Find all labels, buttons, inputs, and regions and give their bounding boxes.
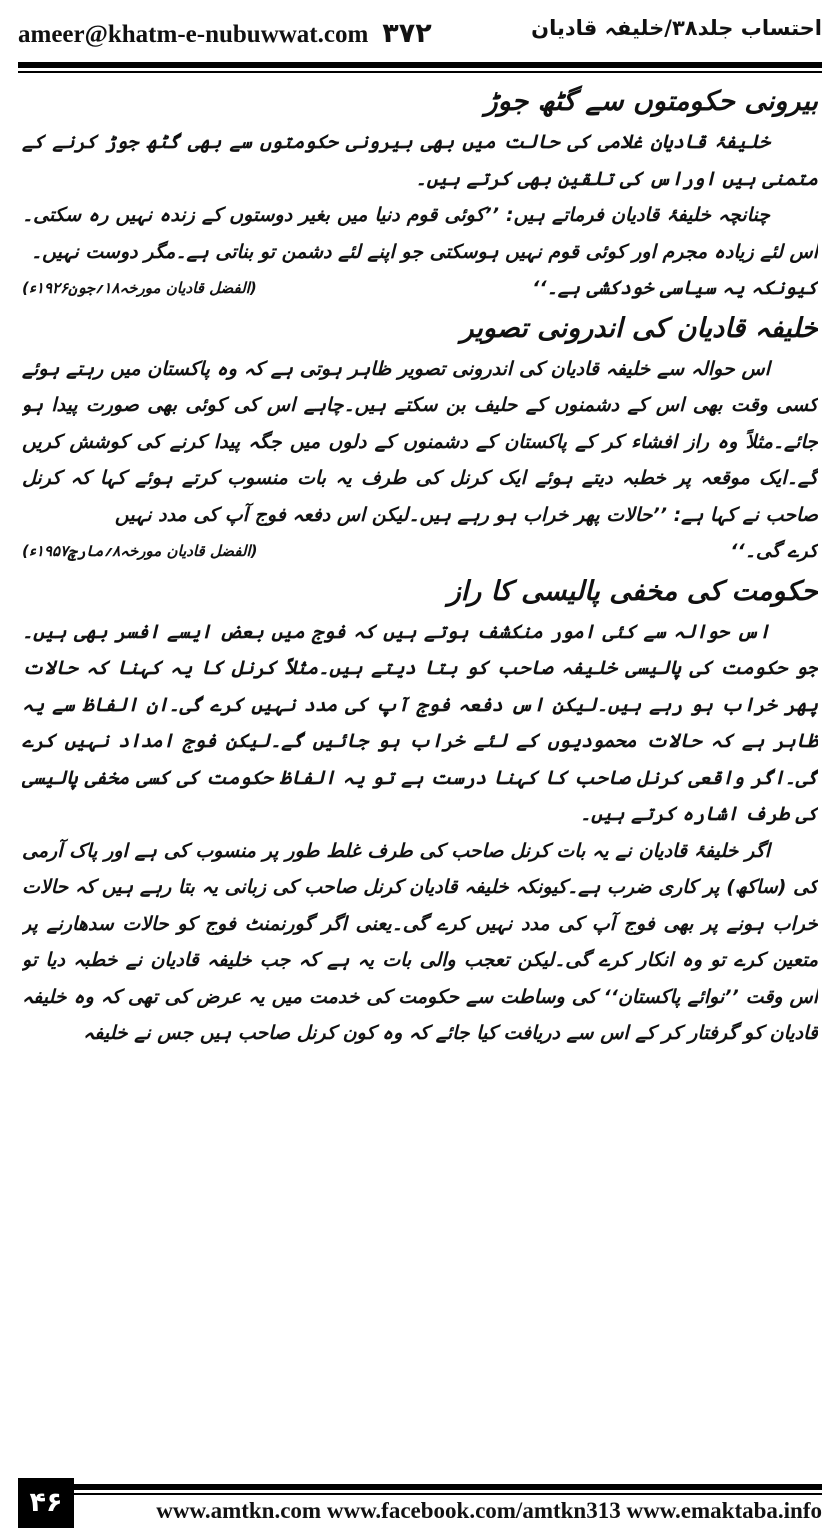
header-left [18, 18, 432, 49]
paragraph: خلیفۂ قادیان غلامی کی حالت میں بھی بیرونی حکومتوں سے بھی گٹھ جوڑ کرنے کے متمنی ہیں اوراس کی تلقین بھی کرتے ہیں۔ [22, 131, 818, 190]
footer-rule-thick [18, 1484, 822, 1490]
quote-end: کیونکہ یہ سیاسی خودکشی ہے۔‘‘ [532, 277, 818, 299]
header-rule-thin [18, 71, 822, 73]
page-header [18, 14, 822, 58]
header-book-title: احتساب جلد۳۸/خلیفہ قادیان [531, 16, 822, 40]
page-content [22, 80, 818, 1470]
paragraph: اگر خلیفۂ قادیان نے یہ بات کرنل صاحب کی طرف غلط طور پر منسوب کی ہے اور پاک آرمی کی (ساکھ) پر کاری ضرب ہے۔کیونکہ خلیفہ قادیان کرنل صاحب کی زبانی یہ بتا رہے ہیں کہ حالات خراب ہونے پر بھی فوج آپ کی مدد نہیں کرے گی۔یعنی اگر گورنمنٹ فوج کو حالات سدھارنے پر متعین کرے تو وہ انکار کرے گی۔لیکن تعجب والی بات یہ ہے کہ جب خلیفہ قادیان نے خطبہ دیا تو اس وقت ’’نوائے پاکستان‘‘ کی وساطت سے حکومت کی خدمت میں یہ عرض کی تھی کہ وہ خلیفہ قادیان کو گرفتار کر کے اس سے دریافت کیا جائے کہ وہ کون کرنل صاحب ہیں جس نے خلیفہ [22, 839, 818, 1044]
paragraph: اس حوالہ سے خلیفہ قادیان کی اندرونی تصویر ظاہر ہوتی ہے کہ وہ پاکستان میں رہتے ہوئے کسی وقت بھی اس کے دشمنوں کے حلیف بن سکتے ہیں۔چاہے اس کی کوئی بھی صورت پیدا ہو جائے۔مثلاً وہ راز افشاء کر کے پاکستان کے دشمنوں کے دلوں میں جگہ پیدا کرنے کی کوشش کریں گے۔ایک موقعہ پر خطبہ دیتے ہوئے ایک کرنل کی طرف یہ بات منسوب کرتے ہوئے کہا کہ کرنل صاحب نے کہا ہے: ’’حالات پھر خراب ہو رہے ہیں۔لیکن اس دفعہ فوج آپ کی مدد نہیں [22, 357, 818, 526]
header-email[interactable]: ameer@khatm-e-nubuwwat.com [18, 21, 369, 48]
header-page-number: ۳۷۲ [382, 18, 432, 49]
paragraph: اس حوالہ سے کئی امور منکشف ہوتے ہیں کہ فوج میں بعض ایسے افسر بھی ہیں۔جو حکومت کی پالیسی خلیفہ صاحب کو بتا دیتے ہیں۔مثلاً کرنل کا یہ کہنا کہ حالات پھر خراب ہو رہے ہیں۔لیکن اس دفعہ فوج آپ کی مدد نہیں کرے گی۔ان الفاظ سے یہ ظاہر ہے کہ حالات محمودیوں کے لئے خراب ہو جائیں گے۔لیکن فوج امداد نہیں کرے گی۔اگر واقعی کرنل صاحب کا کہنا درست ہے تو یہ الفاظ حکومت کی کسی مخفی پالیسی کی طرف اشارہ کرتے ہیں۔ [22, 620, 818, 825]
section-heading: خلیفہ قادیان کی اندرونی تصویر [460, 312, 818, 344]
citation-reference: (الفضل قادیان مورخہ۱۸؍جون۱۹۲۶ء) [22, 279, 257, 297]
quote-end: کرے گی۔‘‘ [730, 540, 818, 562]
footer-page-number: ۴۶ [18, 1478, 74, 1528]
quote-tail [22, 533, 818, 570]
page-footer [18, 1478, 822, 1528]
footer-rule-thin [18, 1493, 822, 1495]
quote-tail [22, 270, 818, 307]
paragraph: چنانچہ خلیفۂ قادیان فرماتے ہیں: ’’کوئی قوم دنیا میں بغیر دوستوں کے زندہ نہیں رہ سکتی۔اس لئے زیادہ مجرم اور کوئی قوم نہیں ہوسکتی جو اپنے لئے دشمن تو بناتی ہے۔مگر دوست نہیں۔ [22, 204, 818, 263]
header-rule-thick [18, 62, 822, 68]
footer-links[interactable]: www.amtkn.com www.facebook.com/amtkn313 www.emaktaba.info [156, 1498, 822, 1523]
citation-reference: (الفضل قادیان مورخہ۸؍مارچ۱۹۵۷ء) [22, 542, 258, 560]
section-heading: حکومت کی مخفی پالیسی کا راز [447, 575, 818, 607]
section-heading: بیرونی حکومتوں سے گٹھ جوڑ [484, 86, 818, 117]
